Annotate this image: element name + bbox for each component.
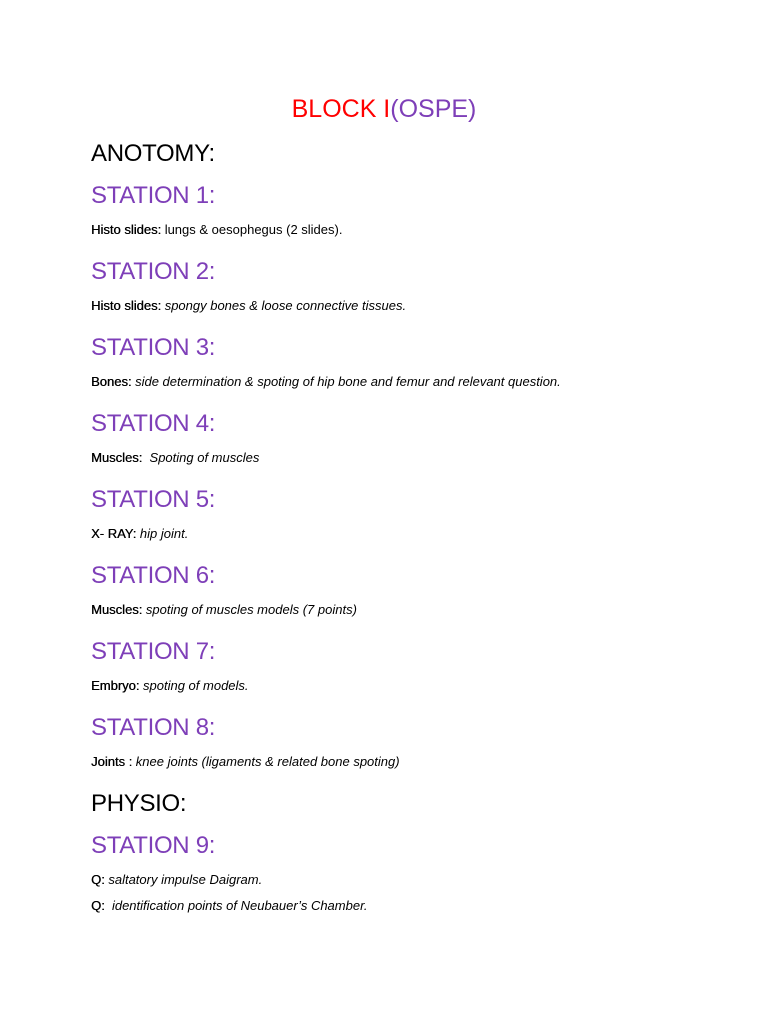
entry-label: Joints : (91, 754, 133, 769)
entry-label: Embryo: (91, 678, 140, 693)
entry-label: Histo slides: (91, 298, 162, 313)
entry-label: Muscles: (91, 450, 143, 465)
station-3-heading: STATION 3: (91, 334, 216, 361)
station-9-question-1 (91, 872, 731, 888)
entry-text: spoting of models. (139, 678, 249, 693)
question-text: saltatory impulse Daigram. (104, 872, 263, 887)
entry-label: X- RAY: (91, 526, 137, 541)
station-3-entry (91, 374, 731, 390)
station-9-heading: STATION 9: (91, 832, 216, 859)
station-6-entry (91, 602, 731, 618)
section-heading-anatomy: ANOTOMY: (91, 140, 215, 167)
entry-text: lungs & oesophegus (2 slides). (161, 222, 343, 237)
station-1-heading: STATION 1: (91, 182, 216, 209)
station-9-question-2 (91, 898, 731, 914)
entry-text: Spoting of muscles (142, 450, 260, 465)
station-8-heading: STATION 8: (91, 714, 216, 741)
entry-label: Bones: (91, 374, 132, 389)
entry-text: side determination & spoting of hip bone and femur and relevant question. (131, 374, 561, 389)
station-7-heading: STATION 7: (91, 638, 216, 665)
document-title (0, 92, 768, 126)
title-ospe: (OSPE) (390, 95, 477, 123)
station-5-heading: STATION 5: (91, 486, 216, 513)
station-5-entry (91, 526, 731, 542)
station-1-entry (91, 222, 731, 238)
question-label: Q: (91, 872, 105, 887)
station-2-heading: STATION 2: (91, 258, 216, 285)
entry-text: spongy bones & loose connective tissues. (161, 298, 407, 313)
station-4-entry (91, 450, 731, 466)
station-7-entry (91, 678, 731, 694)
document-body (91, 138, 731, 924)
station-6-heading: STATION 6: (91, 562, 216, 589)
title-block: BLOCK I (291, 95, 391, 123)
entry-label: Histo slides: (91, 222, 162, 237)
station-2-entry (91, 298, 731, 314)
question-label: Q: (91, 898, 105, 913)
entry-text: knee joints (ligaments & related bone spoting) (132, 754, 400, 769)
entry-text: hip joint. (136, 526, 189, 541)
entry-label: Muscles: (91, 602, 143, 617)
entry-text: spoting of muscles models (7 points) (142, 602, 357, 617)
question-text: identification points of Neubauer’s Chamber. (104, 898, 368, 913)
station-8-entry (91, 754, 731, 770)
station-4-heading: STATION 4: (91, 410, 216, 437)
section-heading-physio: PHYSIO: (91, 790, 187, 817)
